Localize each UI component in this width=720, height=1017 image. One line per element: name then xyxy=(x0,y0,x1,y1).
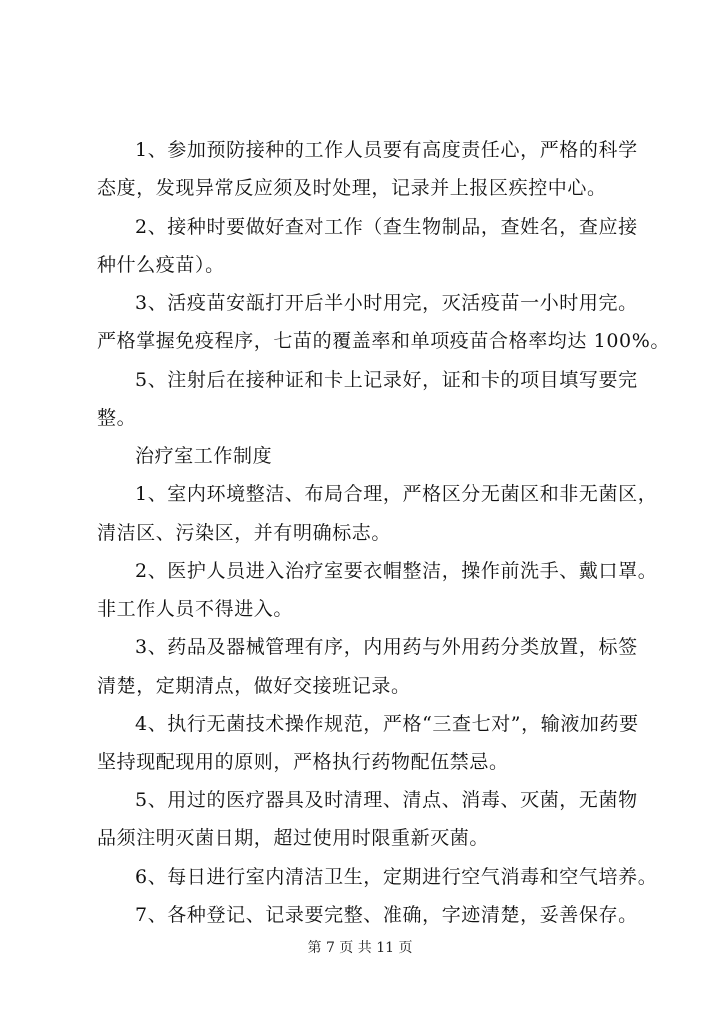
text-line: 5、用过的医疗器具及时清理、清点、消毒、灭菌，无菌物 xyxy=(135,789,638,811)
text-line: 严格掌握免疫程序，七苗的覆盖率和单项疫苗合格率均达 100%。 xyxy=(97,330,670,352)
text-line: 清洁区、污染区，并有明确标志。 xyxy=(97,522,392,544)
text-line: 2、医护人员进入治疗室要衣帽整洁，操作前洗手、戴口罩。 xyxy=(135,560,658,582)
text-line: 态度，发现异常反应须及时处理，记录并上报区疾控中心。 xyxy=(97,177,607,199)
text-line: 整。 xyxy=(97,407,137,429)
text-line: 3、药品及器械管理有序，内用药与外用药分类放置，标签 xyxy=(135,636,638,658)
text-line: 4、执行无菌技术操作规范，严格“三查七对”，输液加药要 xyxy=(135,713,639,735)
text-line: 清楚，定期清点，做好交接班记录。 xyxy=(97,675,411,697)
section-heading: 治疗室工作制度 xyxy=(135,445,273,467)
text-line: 3、活疫苗安瓿打开后半小时用完，灭活疫苗一小时用完。 xyxy=(135,292,638,314)
text-line: 1、参加预防接种的工作人员要有高度责任心，严格的科学 xyxy=(135,139,638,161)
text-line: 5、注射后在接种证和卡上记录好，证和卡的项目填写要完 xyxy=(135,369,638,391)
text-line: 1、室内环境整洁、布局合理，严格区分无菌区和非无菌区， xyxy=(135,483,658,505)
text-line: 品须注明灭菌日期，超过使用时限重新灭菌。 xyxy=(97,827,490,849)
text-line: 6、每日进行室内清洁卫生，定期进行空气消毒和空气培养。 xyxy=(135,866,658,888)
text-line: 7、各种登记、记录要完整、准确，字迹清楚，妥善保存。 xyxy=(135,904,638,926)
text-line: 种什么疫苗）。 xyxy=(97,254,225,276)
page-number: 第 7 页 共 11 页 xyxy=(307,940,413,956)
text-line: 2、接种时要做好查对工作（查生物制品，查姓名，查应接 xyxy=(135,216,638,238)
text-line: 坚持现配现用的原则，严格执行药物配伍禁忌。 xyxy=(97,751,509,773)
text-line: 非工作人员不得进入。 xyxy=(97,598,294,620)
